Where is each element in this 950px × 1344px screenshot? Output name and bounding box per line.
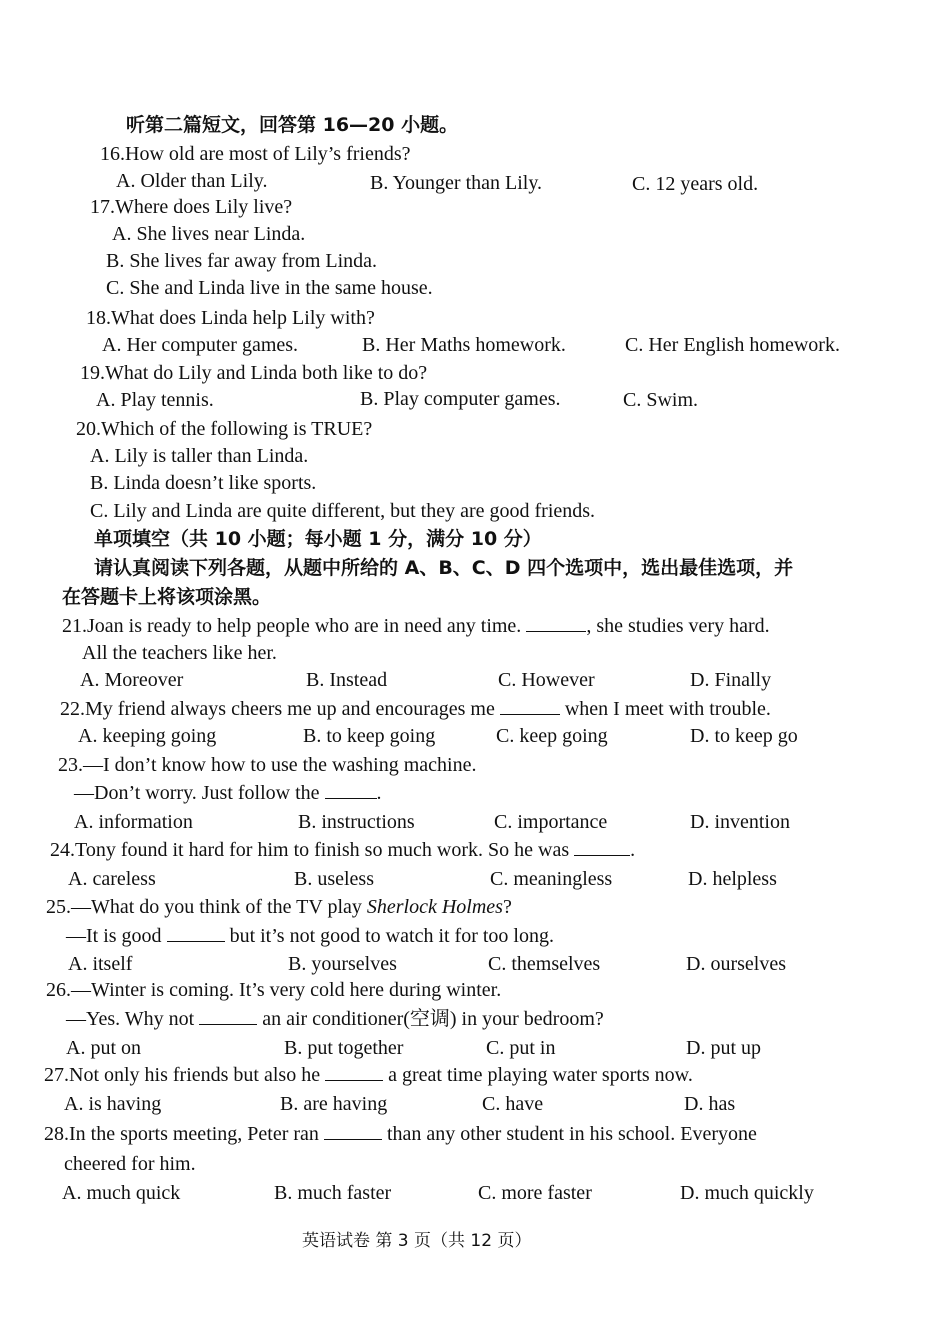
question-number: 16. (100, 143, 125, 165)
option-22-c: C. keep going (496, 725, 608, 747)
option-17-c: C. She and Linda live in the same house. (106, 277, 433, 299)
question-text: . (630, 839, 636, 861)
question-16 (100, 141, 411, 167)
question-text: How old are most of Lily’s friends? (125, 143, 411, 165)
option-26-c: C. put in (486, 1037, 556, 1059)
question-19 (80, 360, 427, 386)
question-number: 27. (44, 1064, 69, 1086)
question-number: 20. (76, 418, 101, 440)
answer-blank (167, 923, 225, 942)
answer-blank (526, 613, 586, 632)
option-25-a: A. itself (68, 953, 133, 975)
option-26-b: B. put together (284, 1037, 404, 1059)
option-24-d: D. helpless (688, 868, 777, 890)
question-28-cont: cheered for him. (64, 1153, 196, 1175)
question-20 (76, 416, 372, 442)
question-text: What does Linda help Lily with? (111, 307, 375, 329)
option-20-b: B. Linda doesn’t like sports. (90, 472, 317, 494)
option-16-c: C. 12 years old. (632, 173, 759, 195)
question-number: 22. (60, 698, 85, 720)
answer-blank (325, 1062, 383, 1081)
answer-blank (500, 696, 560, 715)
question-text: —What do you think of the TV play (71, 896, 367, 918)
question-text: but it’s not good to watch it for too long. (224, 925, 554, 947)
question-text: —Winter is coming. It’s very cold here during winter. (71, 979, 502, 1001)
question-24 (50, 837, 635, 863)
question-number: 28. (44, 1123, 69, 1145)
option-28-c: C. more faster (478, 1182, 592, 1204)
question-text: a great time playing water sports now. (383, 1064, 693, 1086)
option-26-d: D. put up (686, 1037, 761, 1059)
instructions-line-2: 在答题卡上将该项涂黑。 (62, 586, 272, 608)
question-text: Where does Lily live? (115, 196, 293, 218)
tv-play-title: Sherlock Holmes (366, 896, 503, 918)
question-28 (44, 1121, 757, 1147)
question-number: 18. (86, 307, 111, 329)
question-text: —Don’t worry. Just follow the (74, 782, 325, 804)
option-25-d: D. ourselves (686, 953, 786, 975)
question-text: In the sports meeting, Peter ran (69, 1123, 324, 1145)
option-18-a: A. Her computer games. (102, 334, 299, 356)
option-24-c: C. meaningless (490, 868, 613, 890)
answer-blank (324, 1121, 382, 1140)
option-25-c: C. themselves (488, 953, 601, 975)
option-27-b: B. are having (280, 1093, 388, 1115)
option-20-a: A. Lily is taller than Linda. (90, 445, 309, 467)
option-23-a: A. information (74, 811, 193, 833)
question-text: Which of the following is TRUE? (101, 418, 373, 440)
option-28-b: B. much faster (274, 1182, 392, 1204)
question-23 (58, 752, 476, 778)
question-text: when I meet with trouble. (559, 698, 771, 720)
option-22-a: A. keeping going (78, 725, 217, 747)
question-text: ? (502, 896, 512, 918)
question-number: 21. (62, 615, 87, 637)
question-text: What do Lily and Linda both like to do? (105, 362, 428, 384)
option-20-c: C. Lily and Linda are quite different, but they are good friends. (90, 500, 596, 522)
answer-blank (325, 780, 377, 799)
option-19-b: B. Play computer games. (360, 388, 561, 410)
question-text: —It is good (66, 925, 167, 947)
question-text: an air conditioner(空调) in your bedroom? (257, 1008, 604, 1030)
question-number: 25. (46, 896, 71, 918)
question-text: —I don’t know how to use the washing machine. (83, 754, 477, 776)
question-26 (46, 977, 501, 1003)
question-27 (44, 1062, 693, 1088)
option-22-d: D. to keep go (690, 725, 798, 747)
option-27-a: A. is having (64, 1093, 162, 1115)
answer-blank (199, 1006, 257, 1025)
section-2-header: 听第二篇短文，回答第 16—20 小题。 (126, 114, 459, 136)
question-number: 19. (80, 362, 105, 384)
option-21-d: D. Finally (690, 669, 772, 691)
option-27-d: D. has (684, 1093, 736, 1115)
question-22 (60, 696, 771, 722)
option-23-d: D. invention (690, 811, 790, 833)
option-21-a: A. Moreover (80, 669, 184, 691)
option-28-d: D. much quickly (680, 1182, 814, 1204)
option-27-c: C. have (482, 1093, 544, 1115)
option-24-b: B. useless (294, 868, 374, 890)
option-19-a: A. Play tennis. (96, 389, 214, 411)
option-17-b: B. She lives far away from Linda. (106, 250, 378, 272)
option-17-a: A. She lives near Linda. (112, 223, 306, 245)
option-16-b: B. Younger than Lily. (370, 172, 543, 194)
option-26-a: A. put on (66, 1037, 141, 1059)
option-28-a: A. much quick (62, 1182, 181, 1204)
option-16-a: A. Older than Lily. (116, 170, 268, 192)
question-17 (90, 194, 292, 220)
question-23-cont (74, 780, 382, 806)
option-18-c: C. Her English homework. (625, 334, 840, 356)
option-24-a: A. careless (68, 868, 156, 890)
instructions-line-1: 请认真阅读下列各题，从题中所给的 A、B、C、D 四个选项中，选出最佳选项，并 (94, 557, 794, 579)
question-21 (62, 613, 770, 639)
question-number: 24. (50, 839, 75, 861)
question-text: . (376, 782, 382, 804)
option-19-c: C. Swim. (623, 389, 699, 411)
section-title: 单项填空（共 10 小题；每小题 1 分，满分 10 分） (94, 528, 542, 550)
question-text: —Yes. Why not (66, 1008, 200, 1030)
question-text: Tony found it hard for him to finish so much work. So he was (75, 839, 575, 861)
option-23-c: C. importance (494, 811, 608, 833)
question-21-cont: All the teachers like her. (82, 642, 277, 664)
option-21-b: B. Instead (306, 669, 388, 691)
option-18-b: B. Her Maths homework. (362, 334, 566, 356)
option-25-b: B. yourselves (288, 953, 397, 975)
question-text: Not only his friends but also he (69, 1064, 326, 1086)
question-number: 23. (58, 754, 83, 776)
question-text: My friend always cheers me up and encourages me (85, 698, 500, 720)
question-25-cont (66, 923, 554, 949)
question-number: 26. (46, 979, 71, 1001)
question-25 (46, 894, 512, 920)
question-18 (86, 305, 375, 331)
page-footer: 英语试卷 第 3 页（共 12 页） (302, 1231, 532, 1251)
option-23-b: B. instructions (298, 811, 415, 833)
answer-blank (574, 837, 630, 856)
question-26-cont (66, 1006, 604, 1032)
option-22-b: B. to keep going (303, 725, 436, 747)
question-text: , she studies very hard. (586, 615, 770, 637)
question-number: 17. (90, 196, 115, 218)
option-21-c: C. However (498, 669, 595, 691)
question-text: Joan is ready to help people who are in need any time. (87, 615, 527, 637)
question-text: than any other student in his school. Everyone (381, 1123, 757, 1145)
